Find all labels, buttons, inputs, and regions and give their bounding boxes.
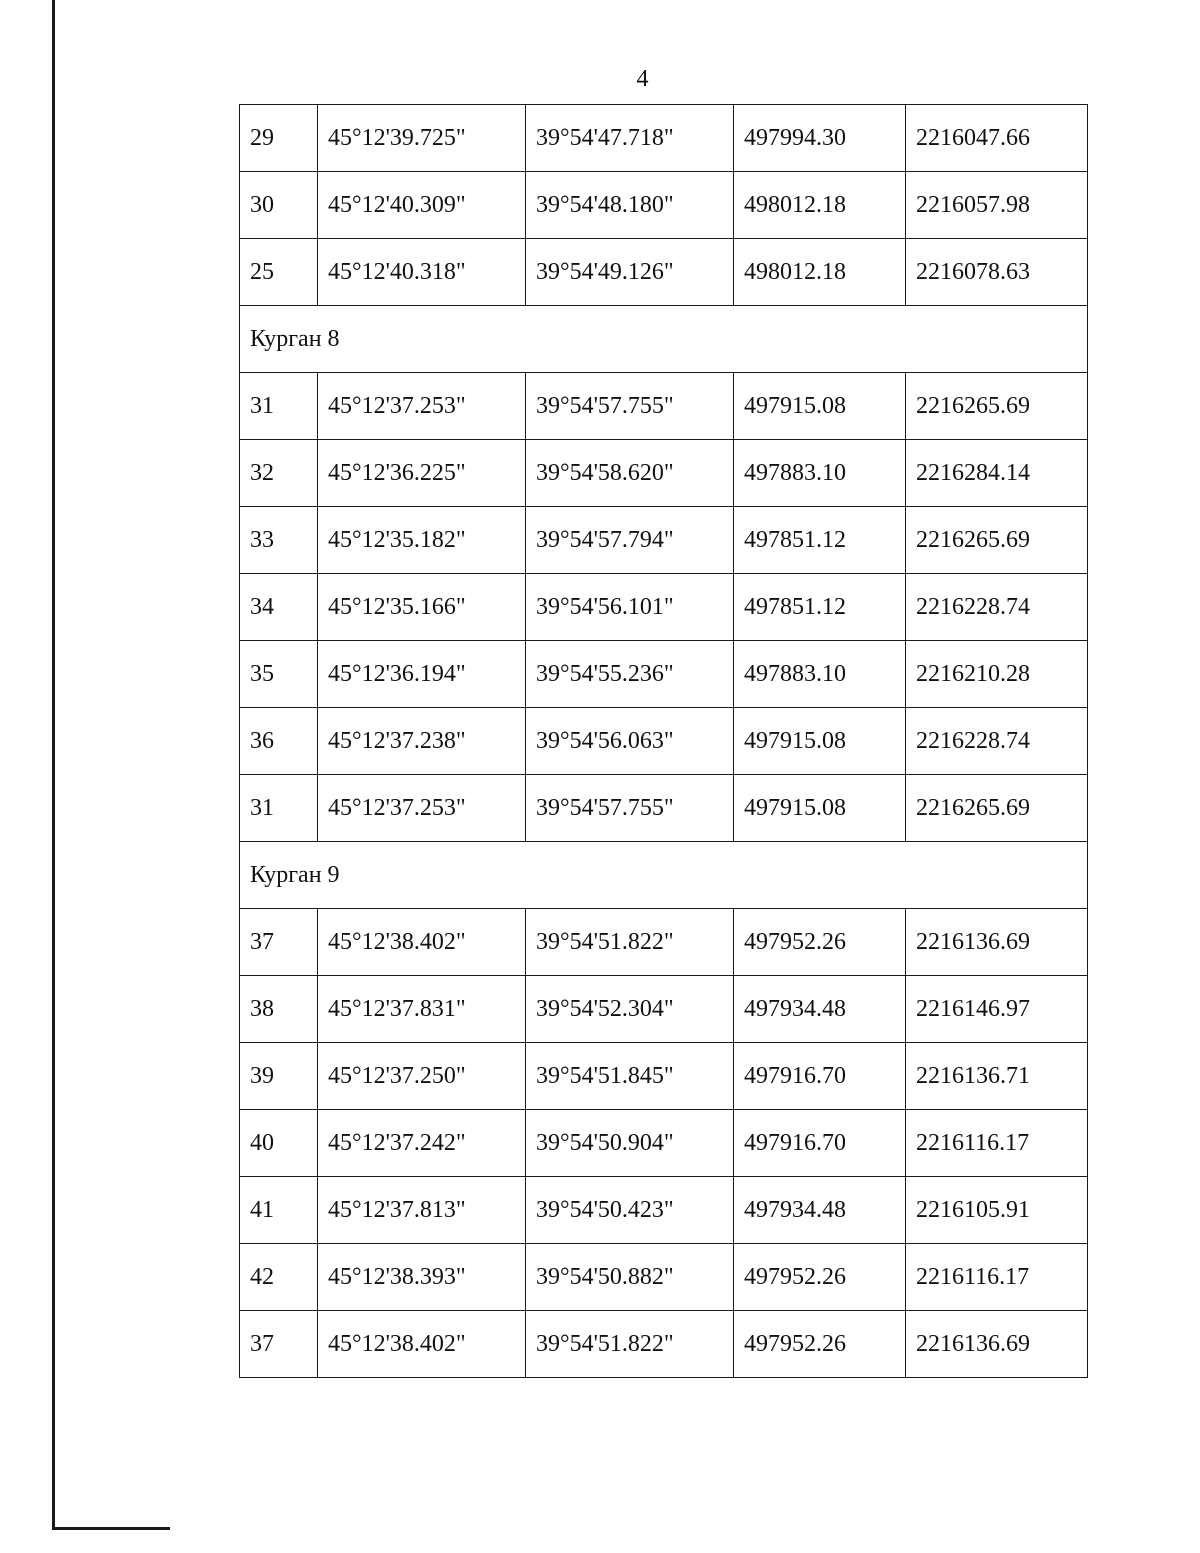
x-coordinate-cell: 497915.08 — [734, 775, 906, 842]
point-number-cell: 40 — [240, 1110, 318, 1177]
latitude-cell: 45°12'37.250" — [318, 1043, 526, 1110]
longitude-cell: 39°54'49.126" — [526, 239, 734, 306]
longitude-cell: 39°54'47.718" — [526, 105, 734, 172]
longitude-cell: 39°54'58.620" — [526, 440, 734, 507]
table-row — [240, 708, 1088, 775]
x-coordinate-cell: 497994.30 — [734, 105, 906, 172]
latitude-cell: 45°12'37.238" — [318, 708, 526, 775]
longitude-cell: 39°54'50.882" — [526, 1244, 734, 1311]
longitude-cell: 39°54'57.794" — [526, 507, 734, 574]
longitude-cell: 39°54'55.236" — [526, 641, 734, 708]
latitude-cell: 45°12'36.194" — [318, 641, 526, 708]
table-row — [240, 574, 1088, 641]
coordinates-table-body — [240, 105, 1088, 1378]
x-coordinate-cell: 497934.48 — [734, 976, 906, 1043]
y-coordinate-cell: 2216057.98 — [906, 172, 1088, 239]
x-coordinate-cell: 497915.08 — [734, 373, 906, 440]
latitude-cell: 45°12'38.402" — [318, 1311, 526, 1378]
y-coordinate-cell: 2216265.69 — [906, 373, 1088, 440]
longitude-cell: 39°54'51.845" — [526, 1043, 734, 1110]
point-number-cell: 41 — [240, 1177, 318, 1244]
x-coordinate-cell: 497915.08 — [734, 708, 906, 775]
table-row — [240, 1244, 1088, 1311]
point-number-cell: 30 — [240, 172, 318, 239]
x-coordinate-cell: 498012.18 — [734, 172, 906, 239]
latitude-cell: 45°12'35.182" — [318, 507, 526, 574]
x-coordinate-cell: 497883.10 — [734, 440, 906, 507]
longitude-cell: 39°54'56.063" — [526, 708, 734, 775]
latitude-cell: 45°12'36.225" — [318, 440, 526, 507]
table-row — [240, 775, 1088, 842]
longitude-cell: 39°54'57.755" — [526, 775, 734, 842]
latitude-cell: 45°12'40.309" — [318, 172, 526, 239]
table-row — [240, 440, 1088, 507]
x-coordinate-cell: 498012.18 — [734, 239, 906, 306]
longitude-cell: 39°54'48.180" — [526, 172, 734, 239]
longitude-cell: 39°54'56.101" — [526, 574, 734, 641]
latitude-cell: 45°12'38.402" — [318, 909, 526, 976]
x-coordinate-cell: 497952.26 — [734, 909, 906, 976]
point-number-cell: 39 — [240, 1043, 318, 1110]
point-number-cell: 38 — [240, 976, 318, 1043]
y-coordinate-cell: 2216136.71 — [906, 1043, 1088, 1110]
x-coordinate-cell: 497851.12 — [734, 507, 906, 574]
y-coordinate-cell: 2216228.74 — [906, 708, 1088, 775]
scan-border-bottom — [52, 1527, 170, 1530]
longitude-cell: 39°54'51.822" — [526, 909, 734, 976]
y-coordinate-cell: 2216078.63 — [906, 239, 1088, 306]
latitude-cell: 45°12'37.253" — [318, 373, 526, 440]
latitude-cell: 45°12'37.813" — [318, 1177, 526, 1244]
table-row — [240, 976, 1088, 1043]
x-coordinate-cell: 497883.10 — [734, 641, 906, 708]
longitude-cell: 39°54'51.822" — [526, 1311, 734, 1378]
y-coordinate-cell: 2216284.14 — [906, 440, 1088, 507]
point-number-cell: 32 — [240, 440, 318, 507]
scan-border-left — [52, 0, 55, 1530]
point-number-cell: 31 — [240, 373, 318, 440]
point-number-cell: 35 — [240, 641, 318, 708]
longitude-cell: 39°54'52.304" — [526, 976, 734, 1043]
y-coordinate-cell: 2216210.28 — [906, 641, 1088, 708]
latitude-cell: 45°12'40.318" — [318, 239, 526, 306]
point-number-cell: 29 — [240, 105, 318, 172]
table-row — [240, 1110, 1088, 1177]
x-coordinate-cell: 497851.12 — [734, 574, 906, 641]
y-coordinate-cell: 2216265.69 — [906, 507, 1088, 574]
y-coordinate-cell: 2216136.69 — [906, 909, 1088, 976]
y-coordinate-cell: 2216228.74 — [906, 574, 1088, 641]
point-number-cell: 33 — [240, 507, 318, 574]
latitude-cell: 45°12'39.725" — [318, 105, 526, 172]
table-row — [240, 105, 1088, 172]
x-coordinate-cell: 497916.70 — [734, 1043, 906, 1110]
x-coordinate-cell: 497952.26 — [734, 1244, 906, 1311]
latitude-cell: 45°12'38.393" — [318, 1244, 526, 1311]
section-label: Курган 9 — [240, 842, 1088, 909]
table-row — [240, 1177, 1088, 1244]
longitude-cell: 39°54'57.755" — [526, 373, 734, 440]
x-coordinate-cell: 497916.70 — [734, 1110, 906, 1177]
y-coordinate-cell: 2216146.97 — [906, 976, 1088, 1043]
y-coordinate-cell: 2216116.17 — [906, 1110, 1088, 1177]
page-number: 4 — [636, 66, 649, 92]
table-row — [240, 909, 1088, 976]
point-number-cell: 34 — [240, 574, 318, 641]
coordinates-table — [239, 104, 1088, 1378]
x-coordinate-cell: 497952.26 — [734, 1311, 906, 1378]
latitude-cell: 45°12'37.253" — [318, 775, 526, 842]
point-number-cell: 25 — [240, 239, 318, 306]
table-row — [240, 1311, 1088, 1378]
longitude-cell: 39°54'50.904" — [526, 1110, 734, 1177]
table-row — [240, 239, 1088, 306]
y-coordinate-cell: 2216047.66 — [906, 105, 1088, 172]
table-row — [240, 373, 1088, 440]
y-coordinate-cell: 2216265.69 — [906, 775, 1088, 842]
table-row — [240, 641, 1088, 708]
latitude-cell: 45°12'35.166" — [318, 574, 526, 641]
section-label: Курган 8 — [240, 306, 1088, 373]
table-row — [240, 507, 1088, 574]
latitude-cell: 45°12'37.831" — [318, 976, 526, 1043]
y-coordinate-cell: 2216105.91 — [906, 1177, 1088, 1244]
point-number-cell: 36 — [240, 708, 318, 775]
section-row — [240, 842, 1088, 909]
point-number-cell: 37 — [240, 1311, 318, 1378]
x-coordinate-cell: 497934.48 — [734, 1177, 906, 1244]
point-number-cell: 31 — [240, 775, 318, 842]
section-row — [240, 306, 1088, 373]
longitude-cell: 39°54'50.423" — [526, 1177, 734, 1244]
point-number-cell: 37 — [240, 909, 318, 976]
y-coordinate-cell: 2216136.69 — [906, 1311, 1088, 1378]
table-row — [240, 1043, 1088, 1110]
table-row — [240, 172, 1088, 239]
point-number-cell: 42 — [240, 1244, 318, 1311]
latitude-cell: 45°12'37.242" — [318, 1110, 526, 1177]
y-coordinate-cell: 2216116.17 — [906, 1244, 1088, 1311]
